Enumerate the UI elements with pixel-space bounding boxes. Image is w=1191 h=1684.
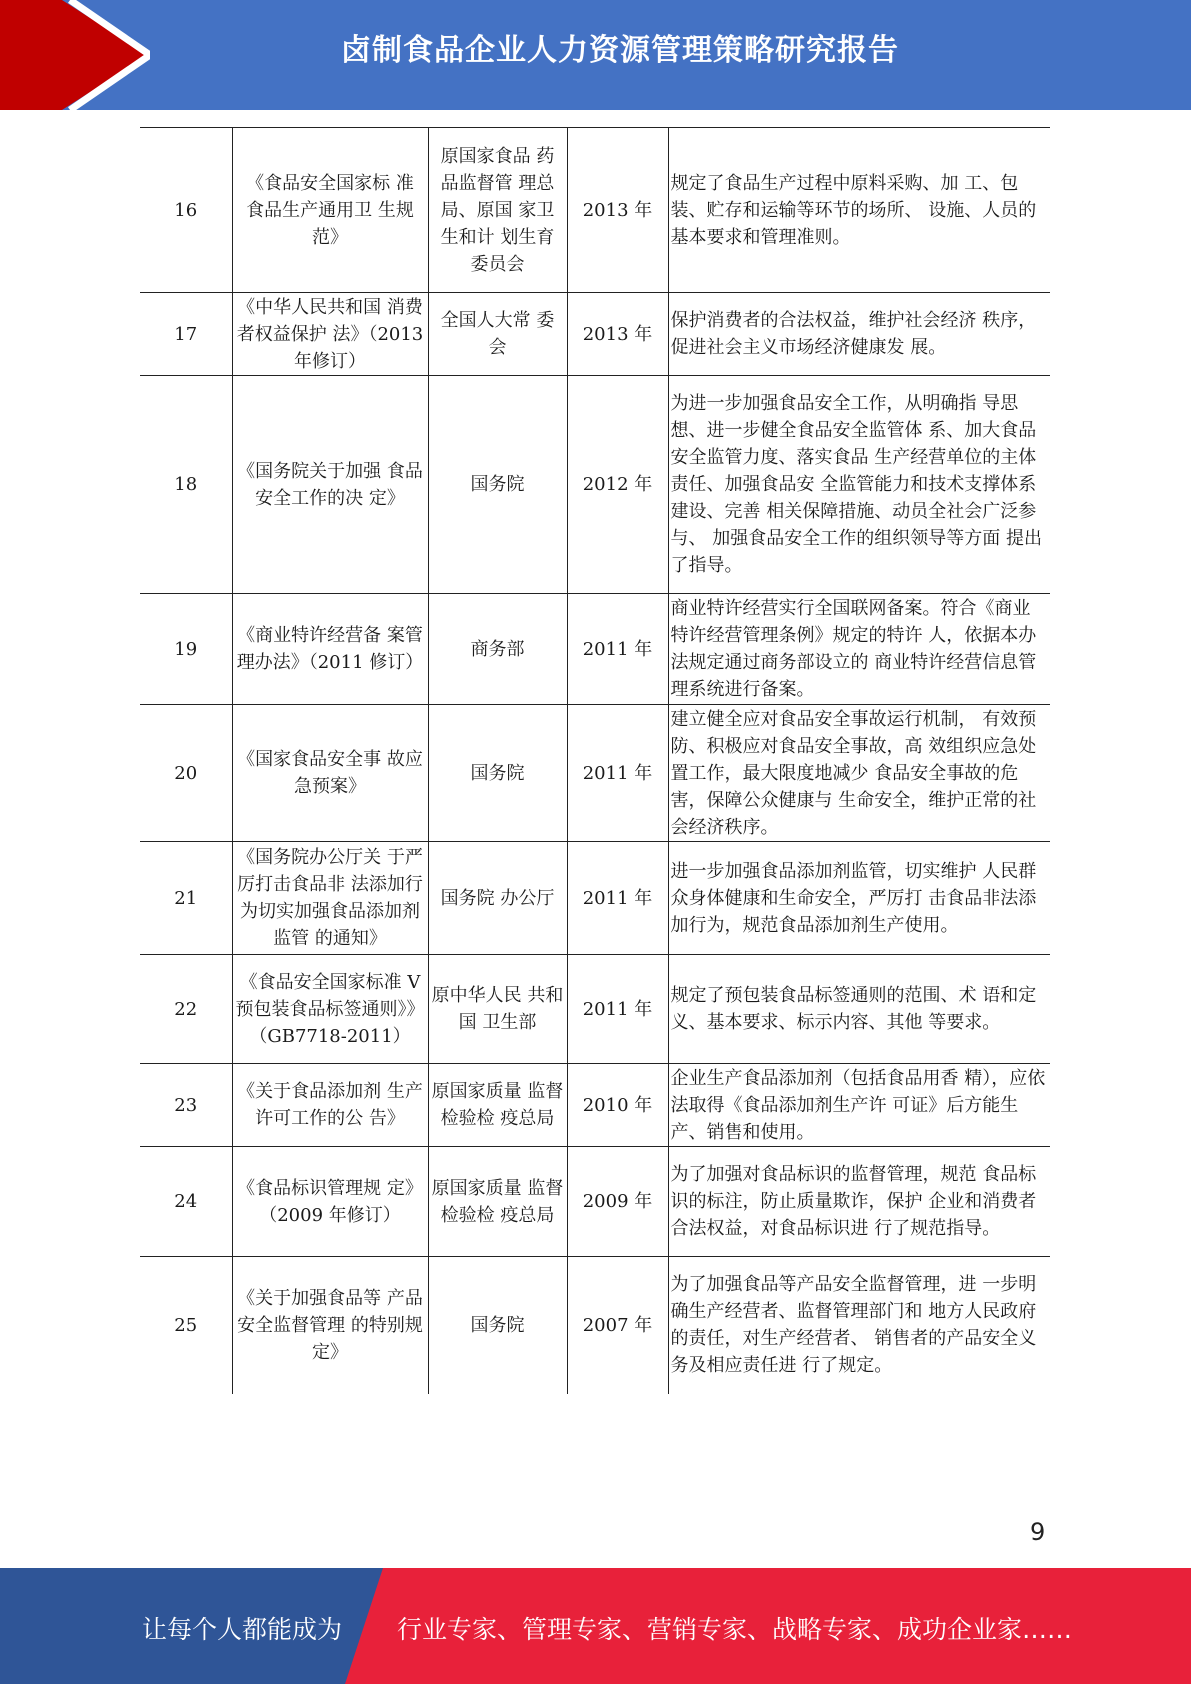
table-row [140,376,1050,594]
issuing-body: 原国家质量 监督检验检 疫总局 [428,1147,567,1257]
footer-slogan-left: 让每个人都能成为 [142,1615,343,1644]
issuing-body: 国务院 [428,376,567,594]
regulation-name: 《食品安全国家标 准 食品生产通用卫 生规范》 [232,128,428,293]
issuing-body: 国务院 [428,705,567,842]
issue-year: 2011 年 [567,705,668,842]
row-number: 17 [140,293,232,376]
issue-year: 2011 年 [567,842,668,955]
issue-year: 2011 年 [567,594,668,705]
regulation-name: 《食品安全国家标准 V 预包装食品标签通则》》（GB7718-2011） [232,955,428,1064]
regulation-description: 进一步加强食品添加剂监管，切实维护 人民群众身体健康和生命安全，严厉打 击食品非法添加行为，规范食品添加剂生产使用。 [668,842,1050,955]
document-title: 卤制食品企业人力资源管理策略研究报告 [341,33,899,68]
footer-slogan-right: 行业专家、管理专家、营销专家、战略专家、成功企业家…… [397,1615,1073,1644]
table-row [140,705,1050,842]
regulation-name: 《国务院关于加强 食品安全工作的决 定》 [232,376,428,594]
regulation-description: 规定了食品生产过程中原料采购、加 工、包装、贮存和运输等环节的场所、 设施、人员的基本要求和管理准则。 [668,128,1050,293]
regulation-name: 《关于食品添加剂 生产许可工作的公 告》 [232,1064,428,1147]
regulation-name: 《国务院办公厅关 于严厉打击食品非 法添加行为切实加强食品添加剂监管 的通知》 [232,842,428,955]
issue-year: 2012 年 [567,376,668,594]
issuing-body: 全国人大常 委 会 [428,293,567,376]
row-number: 18 [140,376,232,594]
regulation-description: 商业特许经营实行全国联网备案。符合《商业特许经营管理条例》规定的特许 人，依据本办法规定通过商务部设立的 商业特许经营信息管理系统进行备案。 [668,594,1050,705]
issuing-body: 国务院 办公厅 [428,842,567,955]
table-row [140,1257,1050,1394]
regulation-name: 《关于加强食品等 产品安全监督管理 的特别规定》 [232,1257,428,1394]
page-footer [0,1568,1191,1684]
header-arrow-decoration [0,0,150,110]
table-row [140,128,1050,293]
issue-year: 2007 年 [567,1257,668,1394]
issuing-body: 原国家食品 药 品监督管 理总 局、原国 家卫 生和计 划生育 委员会 [428,128,567,293]
table-row [140,1147,1050,1257]
row-number: 20 [140,705,232,842]
regulation-description: 规定了预包装食品标签通则的范围、术 语和定义、基本要求、标示内容、其他 等要求。 [668,955,1050,1064]
regulation-name: 《食品标识管理规 定》（2009 年修订） [232,1147,428,1257]
issue-year: 2011 年 [567,955,668,1064]
issue-year: 2010 年 [567,1064,668,1147]
row-number: 23 [140,1064,232,1147]
table-row [140,842,1050,955]
regulation-name: 《国家食品安全事 故应急预案》 [232,705,428,842]
table-row [140,955,1050,1064]
table-row [140,293,1050,376]
issuing-body: 商务部 [428,594,567,705]
issuing-body: 国务院 [428,1257,567,1394]
regulation-description: 企业生产食品添加剂（包括食品用香 精），应依法取得《食品添加剂生产许 可证》后方能生产、销售和使用。 [668,1064,1050,1147]
regulation-name: 《中华人民共和国 消费者权益保护 法》（2013 年修订） [232,293,428,376]
issuing-body: 原国家质量 监督检验检 疫总局 [428,1064,567,1147]
regulation-description: 为进一步加强食品安全工作，从明确指 导思想、进一步健全食品安全监管体 系、加大食品安全监管力度、落实食品 生产经营单位的主体责任、加强食品安 全监管能力和技术支撑体系建设、完善 相关保障措施、动员全社会广泛参与、 加强食品安全工作的组织领导等方面 提出了指导。 [668,376,1050,594]
table-row [140,594,1050,705]
regulation-description: 保护消费者的合法权益，维护社会经济 秩序，促进社会主义市场经济健康发 展。 [668,293,1050,376]
regulations-table [140,127,1050,1394]
table-row [140,1064,1050,1147]
issue-year: 2013 年 [567,128,668,293]
regulation-description: 建立健全应对食品安全事故运行机制， 有效预防、积极应对食品安全事故，高 效组织应急处置工作，最大限度地减少 食品安全事故的危害，保障公众健康与 生命安全，维护正常的社会经济秩序。 [668,705,1050,842]
row-number: 22 [140,955,232,1064]
row-number: 21 [140,842,232,955]
regulation-description: 为了加强对食品标识的监督管理，规范 食品标识的标注，防止质量欺诈，保护 企业和消费者合法权益，对食品标识进 行了规范指导。 [668,1147,1050,1257]
regulation-name: 《商业特许经营备 案管理办法》（2011 修订） [232,594,428,705]
row-number: 19 [140,594,232,705]
issuing-body: 原中华人民 共和国 卫生部 [428,955,567,1064]
regulation-description: 为了加强食品等产品安全监督管理，进 一步明确生产经营者、监督管理部门和 地方人民政府的责任，对生产经营者、 销售者的产品安全义务及相应责任进 行了规定。 [668,1257,1050,1394]
issue-year: 2009 年 [567,1147,668,1257]
page-header [0,0,1191,110]
page-number: 9 [1030,1518,1046,1546]
row-number: 24 [140,1147,232,1257]
row-number: 16 [140,128,232,293]
row-number: 25 [140,1257,232,1394]
issue-year: 2013 年 [567,293,668,376]
